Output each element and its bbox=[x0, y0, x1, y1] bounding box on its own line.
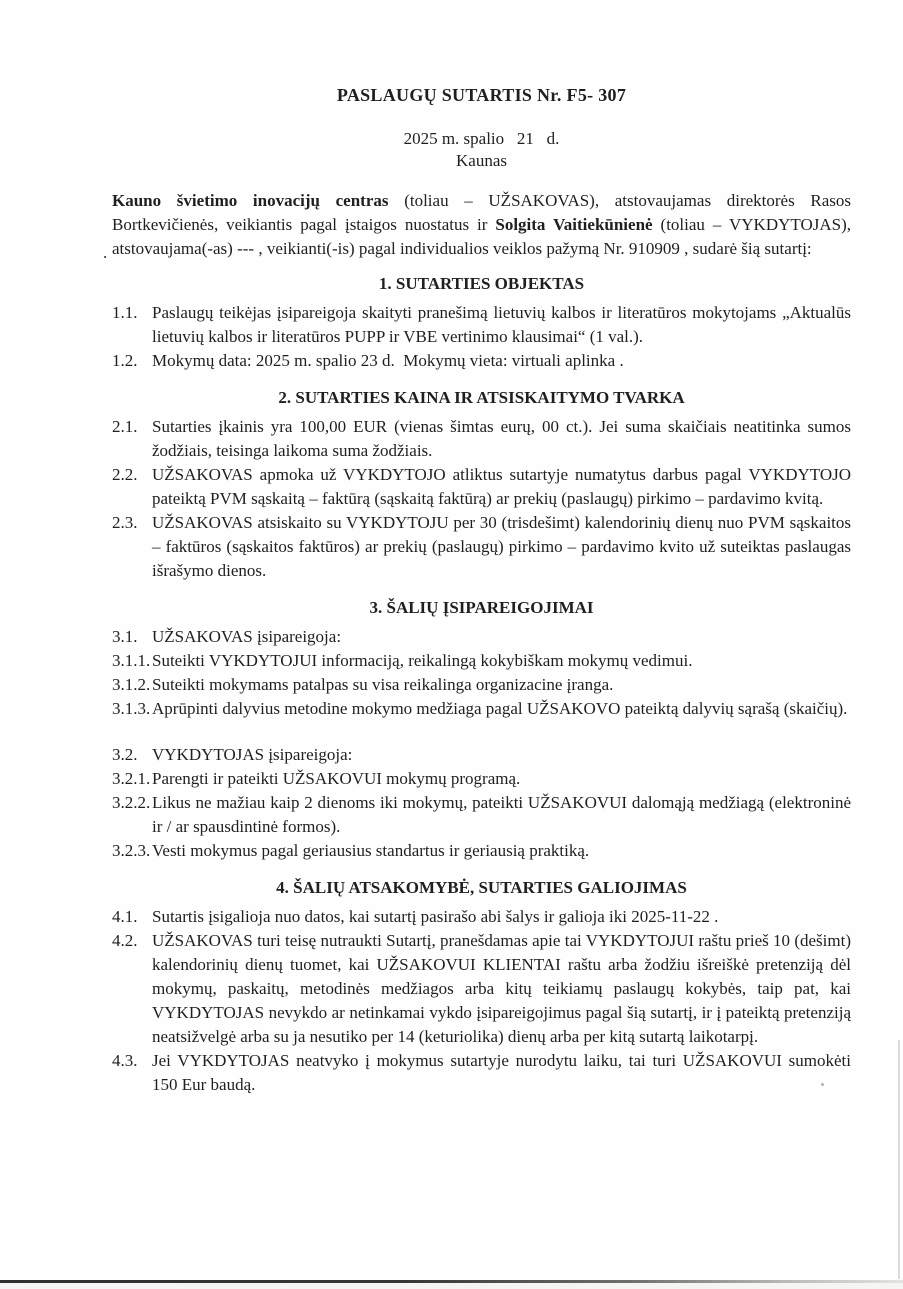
clause-2-1 bbox=[112, 415, 851, 463]
clause-text: Parengti ir pateikti UŽSAKOVUI mokymų programą. bbox=[152, 769, 521, 788]
clause-text: UŽSAKOVAS atsiskaito su VYKDYTOJU per 30 (trisdešimt) kalendorinių dienų nuo PVM sąskaitos – faktūros (sąskaitos faktūros) ar prekių (paslaugų) pirkimo – pardavimo kvito už suteiktas paslaugas išrašymo dienos. bbox=[152, 513, 851, 580]
clause-text: Suteikti mokymams patalpas su visa reikalinga organizacine įranga. bbox=[152, 675, 614, 694]
clause-4-1 bbox=[112, 905, 851, 929]
document-city: Kaunas bbox=[456, 151, 507, 170]
clause-text: Aprūpinti dalyvius metodine mokymo medžiaga pagal UŽSAKOVO pateiktą dalyvių sąrašą (skaičių). bbox=[152, 699, 848, 718]
intro-text-1: (toliau – UŽSAKOVAS), atstovaujamas direktorės Rasos Bortkevičienės, veikiantis pagal įstaigos nuostatus ir bbox=[112, 191, 851, 234]
clause-1-2 bbox=[112, 349, 851, 373]
clause-number: 1.2. bbox=[112, 351, 138, 370]
clause-3-2-3 bbox=[112, 839, 851, 863]
clause-3-1 bbox=[112, 625, 851, 649]
clause-text: Mokymų data: 2025 m. spalio 23 d. Mokymų vieta: virtuali aplinka . bbox=[152, 351, 624, 370]
clause-number: 3.2.1. bbox=[112, 769, 151, 788]
section-1-heading: 1. SUTARTIES OBJEKTAS bbox=[378, 274, 585, 293]
clause-text: Sutartis įsigalioja nuo datos, kai sutartį pasirašo abi šalys ir galioja iki 2025-11-22 . bbox=[152, 907, 719, 926]
clause-3-2-2 bbox=[112, 791, 851, 839]
clause-2-2 bbox=[112, 463, 851, 511]
clause-number: 3.1.1. bbox=[112, 651, 151, 670]
clause-3-2-1 bbox=[112, 767, 851, 791]
clause-number: 4.3. bbox=[112, 1051, 138, 1070]
document-title: PASLAUGŲ SUTARTIS Nr. F5- 307 bbox=[336, 85, 627, 105]
scan-speck bbox=[821, 1083, 824, 1086]
document-date: 2025 m. spalio 21 d. bbox=[403, 129, 560, 148]
clause-text: Vesti mokymus pagal geriausius standartus ir geriausią praktiką. bbox=[152, 841, 590, 860]
clause-number: 3.2.3. bbox=[112, 841, 151, 860]
scan-right-edge-line bbox=[898, 1040, 900, 1279]
clause-number: 3.1.3. bbox=[112, 699, 151, 718]
party-uzsakovas-name: Kauno švietimo inovacijų centras bbox=[112, 191, 389, 210]
clause-1-1 bbox=[112, 301, 851, 349]
clause-text: Paslaugų teikėjas įsipareigoja skaityti pranešimą lietuvių kalbos ir literatūros mokytojams „Aktualūs lietuvių kalbos ir literatūros PUPP ir VBE vertinimo klausimai“ (1 val.). bbox=[152, 303, 851, 346]
scan-stray-dot: . bbox=[103, 243, 108, 262]
clause-text: Sutarties įkainis yra 100,00 EUR (vienas šimtas eurų, 00 ct.). Jei suma skaičiais neatitinka sumos žodžiais, teisinga laikoma suma žodžiais. bbox=[152, 417, 851, 460]
intro-text-2: (toliau – VYKDYTOJAS), atstovaujama(-as) --- , veikianti(-is) pagal individualios veiklos pažymą Nr. 910909 , sudarė šią sutartį: bbox=[112, 215, 851, 258]
clause-text: Suteikti VYKDYTOJUI informaciją, reikalingą kokybiškam mokymų vedimui. bbox=[152, 651, 693, 670]
clause-number: 2.1. bbox=[112, 417, 138, 436]
clause-number: 3.2. bbox=[112, 745, 138, 764]
section-3-heading: 3. ŠALIŲ ĮSIPAREIGOJIMAI bbox=[369, 598, 594, 617]
clause-text: VYKDYTOJAS įsipareigoja: bbox=[152, 745, 353, 764]
clause-number: 2.2. bbox=[112, 465, 138, 484]
clause-number: 4.1. bbox=[112, 907, 138, 926]
clause-text: UŽSAKOVAS apmoka už VYKDYTOJO atliktus sutartyje numatytus darbus pagal VYKDYTOJO pateiktą PVM sąskaitą – faktūrą (sąskaitą faktūrą) ar prekių (paslaugų) pirkimo – pardavimo kvitą. bbox=[152, 465, 851, 508]
clause-number: 4.2. bbox=[112, 931, 138, 950]
clause-3-2 bbox=[112, 743, 851, 767]
clause-4-3 bbox=[112, 1049, 851, 1097]
clause-3-1-3 bbox=[112, 697, 851, 721]
scan-bottom-edge-line bbox=[0, 1280, 903, 1283]
clause-3-1-2 bbox=[112, 673, 851, 697]
clause-text: Jei VYKDYTOJAS neatvyko į mokymus sutartyje nurodytu laiku, tai turi UŽSAKOVUI sumokėti 150 Eur baudą. bbox=[152, 1051, 851, 1094]
clause-number: 3.2.2. bbox=[112, 793, 151, 812]
clause-number: 3.1.2. bbox=[112, 675, 151, 694]
intro-paragraph bbox=[112, 189, 851, 261]
clause-number: 3.1. bbox=[112, 627, 138, 646]
party-vykdytojas-name: Solgita Vaitiekūnienė bbox=[495, 215, 653, 234]
clause-4-2 bbox=[112, 929, 851, 1049]
clause-text: UŽSAKOVAS turi teisę nutraukti Sutartį, pranešdamas apie tai VYKDYTOJUI raštu prieš 10 (dešimt) kalendorinių dienų tuomet, kai UŽSAKOVUI KLIENTAI raštu arba žodžiu išreiškė pretenziją dėl mokymų, paskaitų, metodinės medžiagos arba kitų teikiamų paslaugų kokybės, taip pat, kai VYKDYTOJAS nevykdo ar netinkamai vykdo įsipareigojimus pagal šią sutartį, ir į pateiktą pretenziją neatsižvelgė arba su ja nesutiko per 14 (keturiolika) dienų arba per kitą sutartą laikotarpį. bbox=[152, 931, 851, 1046]
clause-3-1-1 bbox=[112, 649, 851, 673]
clause-text: UŽSAKOVAS įsipareigoja: bbox=[152, 627, 342, 646]
clause-2-3 bbox=[112, 511, 851, 583]
section-2-heading: 2. SUTARTIES KAINA IR ATSISKAITYMO TVARKA bbox=[278, 388, 685, 407]
clause-number: 1.1. bbox=[112, 303, 138, 322]
section-4-heading: 4. ŠALIŲ ATSAKOMYBĖ, SUTARTIES GALIOJIMAS bbox=[276, 878, 687, 897]
clause-number: 2.3. bbox=[112, 513, 138, 532]
scan-bottom-edge-fade bbox=[0, 1283, 903, 1289]
clause-text: Likus ne mažiau kaip 2 dienoms iki mokymų, pateikti UŽSAKOVUI dalomąją medžiagą (elektroninė ir / ar spausdintinė formos). bbox=[152, 793, 851, 836]
